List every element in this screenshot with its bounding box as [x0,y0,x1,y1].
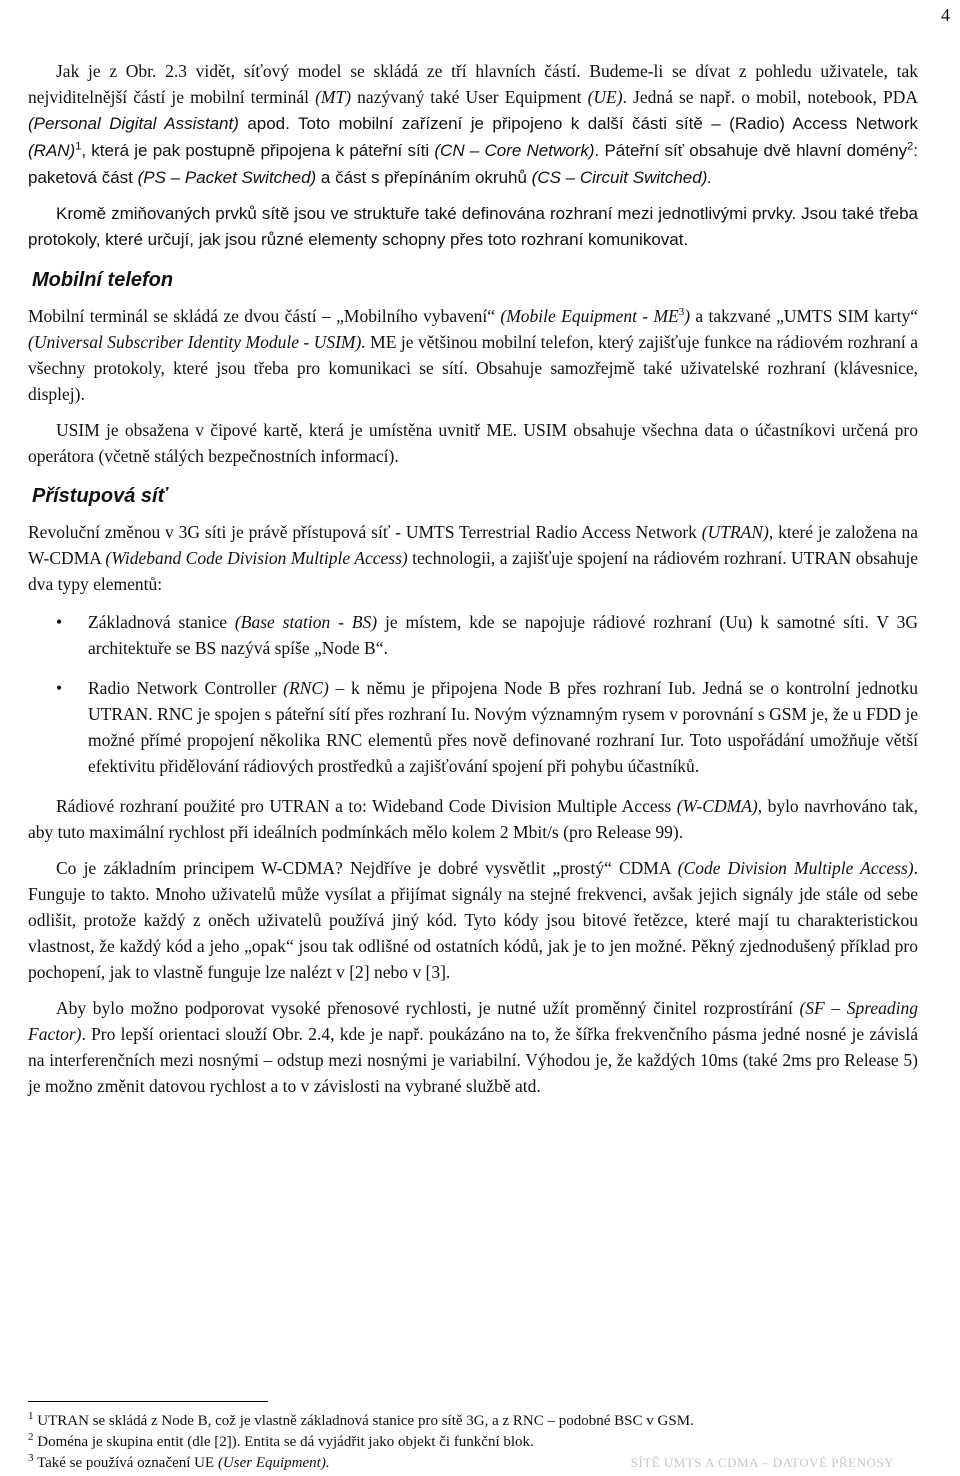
footnote-ref-3: 3 [678,306,685,319]
list-item-base-station: • Základnová stanice (Base station - BS) je místem, kde se napojuje rádiové rozhraní (Uu) k samotné síti. V 3G architektuře se BS nazývá spíše „Node B“. [28,609,918,661]
utran-elements-list [28,609,918,779]
paragraph-usim: USIM je obsažena v čipové kartě, která je umístěna uvnitř ME. USIM obsahuje všechna data o účastníkovi určená pro operátora (včetně stálých bezpečnostních informací). [28,420,918,466]
paragraph-utran: Revoluční změnou v 3G síti je právě přístupová síť - UMTS Terrestrial Radio Access Network (UTRAN), které je založena na W-CDMA (Wideband Code Division Multiple Access) technologii, a zajišťuje spojení na rádiovém rozhraní. UTRAN obsahuje dva typy elementů: [28,522,918,594]
paragraph-interfaces: Kromě zmiňovaných prvků sítě jsou ve struktuře také definována rozhraní mezi jednotlivými prvky. Jsou také třeba protokoly, které určují, jak jsou různé elementy schopny přes toto rozhraní komunikovat. [28,204,918,249]
paragraph-network-model: Jak je z Obr. 2.3 vidět, síťový model se skládá ze tří hlavních částí. Budeme-li se dívat z pohledu uživatele, tak nejviditelnější částí je mobilní terminál (MT) nazývaný také User Equipment (UE). Jedná se např. o mobil, notebook, PDA (Personal Digital Assistant) apod. Toto mobilní zařízení je připojeno k další části sítě – (Radio) Access Network (RAN)$^1$, která je pak postupně připojena k páteřní síti (CN – Core Network). Páteřní síť obsahuje dvě hlavní domény$^2$: paketová část (PS – Packet Switched) a část s přepínáním okruhů (CS – Circuit Switched). [28,61,918,187]
heading-mobile-phone: Mobilní telefon [32,269,174,291]
heading-access-network: Přístupová síť [32,485,168,507]
paragraph-spreading-factor: Aby bylo možno podporovat vysoké přenosové rychlosti, je nutné užít proměnný činitel rozprostírání (SF – Spreading Factor). Pro lepší orientaci slouží Obr. 2.4, kde je např. poukázáno na to, že šířka frekvenčního pásma jedné nosné je závislá na interferenčních mezi nosnými – odstup mezi nosnými je variabilní. Výhodou je, že každých 10ms (také 2ms pro Release 5) je možno změnit datovou rychlost a to v závislosti na vybrané službě atd. [28,998,918,1096]
footnote-ref-2: 2 [907,140,914,153]
paragraph-mobile-terminal: Mobilní terminál se skládá ze dvou částí – „Mobilního vybavení“ (Mobile Equipment - $ME^3$) a takzvané „UMTS SIM karty“ (Universal Subscriber Identity Module - USIM). ME je většinou mobilní telefon, který zajišťuje funkce na rádiovém rozhraní a všechny protokoly, které jsou třeba pro komunikaci se sítí. Obsahuje samozřejmě také uživatelské rozhraní (klávesnice, displej). [28,306,919,404]
footnote-3: $^3$ Také se používá označení UE (User Equipment). [28,1452,330,1471]
page-number: 4 [941,5,950,25]
sans-run: (Personal Digital Assistant) apod. Toto mobilní zařízení je připojeno k další části sítě – (Radio) Access Network (RAN)$^1$, která je pak postupně připojena k páteřní síti (CN – Core Network). Páteřní síť obsahuje dvě hlavní domény$^2$: paketová část (PS – Packet Switched) a část s přepínáním okruhů (CS – Circuit Switched). [28,114,918,187]
paragraph-wcdma-interface: Rádiové rozhraní použité pro UTRAN a to: Wideband Code Division Multiple Access (W-CDMA), bylo navrhováno tak, aby tuto maximální rychlost při ideálních podmínkách mělo kolem 2 Mbit/s (pro Release 99). [28,796,919,842]
footnote-1: $^1$ UTRAN se skládá z Node B, což je vlastně základnová stanice pro sítě 3G, a z RNC – podobné BSC v GSM. [28,1410,694,1429]
paragraph-cdma-principle: Co je základním principem W-CDMA? Nejdříve je dobré vysvětlit „prostý“ CDMA (Code Division Multiple Access). Funguje to takto. Mnoho uživatelů může vysílat a přijímat signály na stejné frekvenci, avšak jejich signály jde stále od sebe odlišit, protože každý z oněch uživatelů používá jiný kód. Tyto kódy jsou bitové řetězce, které mají tu charakteristickou vlastnost, že každý kód a jeho „opak“ jsou tak odlišné od ostatních kódů, jak je to jen možné. Pěkný zjednodušený příklad pro pochopení, jak to vlastně funguje lze nalézt v [2] nebo v [3]. [28,858,918,982]
footnote-2: $^2$ Doména je skupina entit (dle [2]). Entita se dá vyjádřit jako objekt či funkční blok. [28,1431,534,1450]
footnote-ref-1: 1 [75,140,82,153]
footnote-divider [28,1401,268,1402]
list-item-rnc: • Radio Network Controller (RNC) – k němu je připojena Node B přes rozhraní Iub. Jedná se o kontrolní jednotku UTRAN. RNC je spojen s páteřní sítí přes rozhraní Iu. Novým významným rysem v porovnání s GSM je, že u FDD je možné přímé propojení několika RNC elementů přes nově definované rozhraní Iur. Toto uspořádání umožňuje větší efektivitu přidělování rádiových prostředků a zajišťování spojení při pohybu účastníků. [28,675,918,779]
page-footer: SÍTĚ UMTS A CDMA – DATOVÉ PŘENOSY [630,1455,894,1470]
